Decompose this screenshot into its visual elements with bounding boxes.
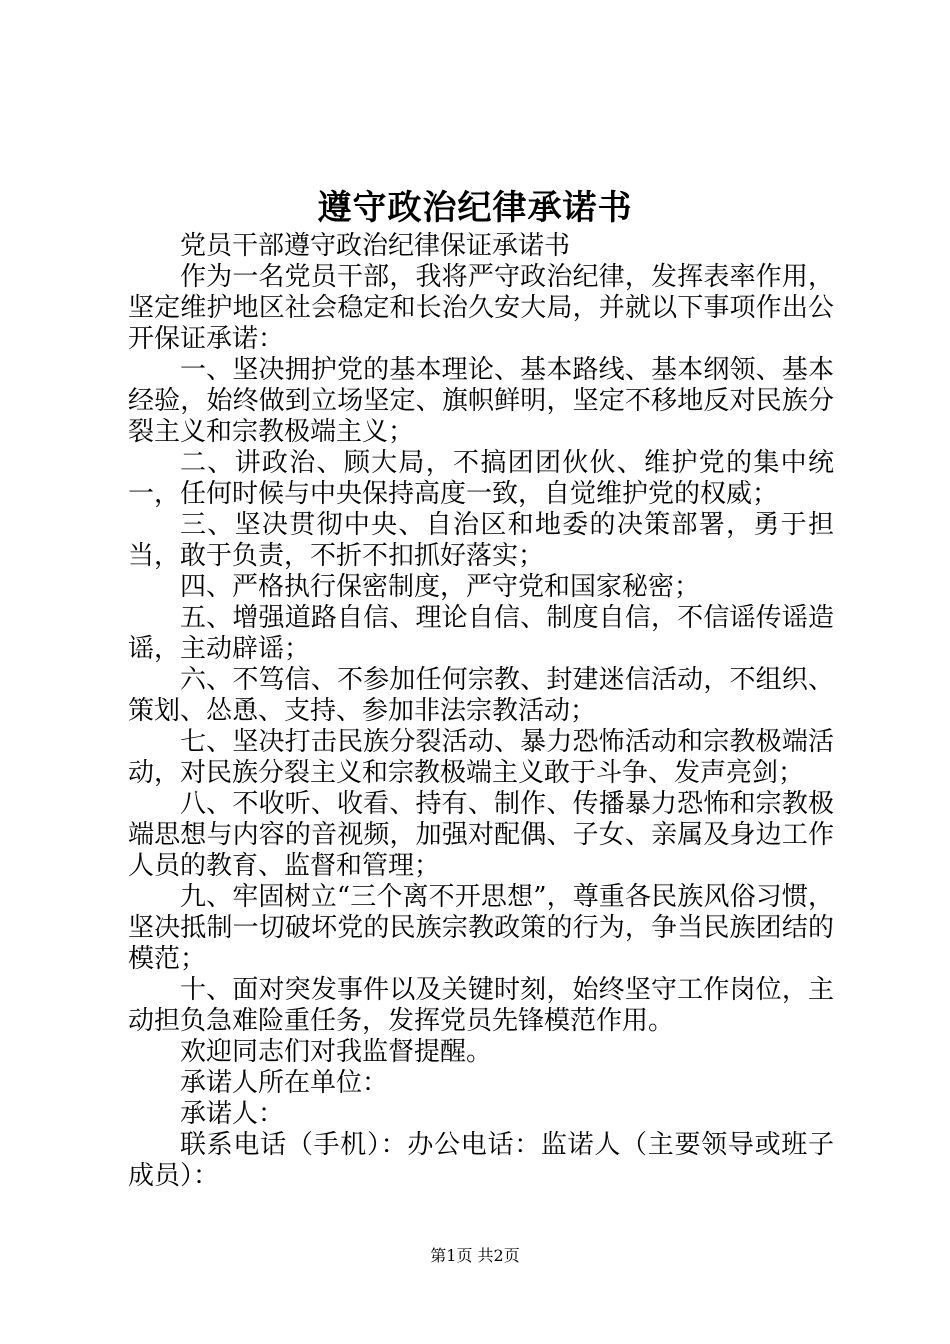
pledge-item-4: 四、严格执行保密制度，严守党和国家秘密； xyxy=(180,572,701,602)
contact-info-field: 联系电话（手机）：办公电话：监诺人（主要领导或班子成员）： xyxy=(128,1130,834,1191)
pledger-field: 承诺人： xyxy=(180,1099,285,1129)
document-body xyxy=(128,231,834,1192)
document-title: 遵守政治纪律承诺书 xyxy=(317,188,633,228)
pledger-unit-field: 承诺人所在单位： xyxy=(180,1068,389,1098)
intro-paragraph: 作为一名党员干部，我将严守政治纪律，发挥表率作用，坚定维护地区社会稳定和长治久安大局，并就以下事项作出公开保证承诺： xyxy=(128,262,834,354)
page-number-footer: 第1页 共2页 xyxy=(430,1246,520,1265)
pledge-item-3: 三、坚决贯彻中央、自治区和地委的决策部署，勇于担当，敢于负责，不折不扣抓好落实； xyxy=(128,510,834,571)
pledge-item-8: 八、不收听、收看、持有、制作、传播暴力恐怖和宗教极端思想与内容的音视频，加强对配偶、子女、亲属及身边工作人员的教育、监督和管理； xyxy=(128,789,834,881)
pledge-item-7: 七、坚决打击民族分裂活动、暴力恐怖活动和宗教极端活动，对民族分裂主义和宗教极端主义敢于斗争、发声亮剑； xyxy=(128,727,834,788)
subtitle-paragraph: 党员干部遵守政治纪律保证承诺书 xyxy=(180,231,571,261)
pledge-item-1: 一、坚决拥护党的基本理论、基本路线、基本纲领、基本经验，始终做到立场坚定、旗帜鲜明，坚定不移地反对民族分裂主义和宗教极端主义； xyxy=(128,355,834,447)
pledge-item-9: 九、牢固树立“三个离不开思想”，尊重各民族风俗习惯，坚决抵制一切破坏党的民族宗教政策的行为，争当民族团结的模范； xyxy=(128,882,834,974)
pledge-item-5: 五、增强道路自信、理论自信、制度自信，不信谣传谣造谣，主动辟谣； xyxy=(128,603,834,664)
pledge-item-6: 六、不笃信、不参加任何宗教、封建迷信活动，不组织、策划、怂恿、支持、参加非法宗教活动； xyxy=(128,665,834,726)
pledge-item-10: 十、面对突发事件以及关键时刻，始终坚守工作岗位，主动担负急难险重任务，发挥党员先锋模范作用。 xyxy=(128,975,834,1036)
welcome-supervision-paragraph: 欢迎同志们对我监督提醒。 xyxy=(180,1037,493,1067)
pledge-item-2: 二、讲政治、顾大局，不搞团团伙伙、维护党的集中统一，任何时候与中央保持高度一致，自觉维护党的权威； xyxy=(128,448,834,509)
